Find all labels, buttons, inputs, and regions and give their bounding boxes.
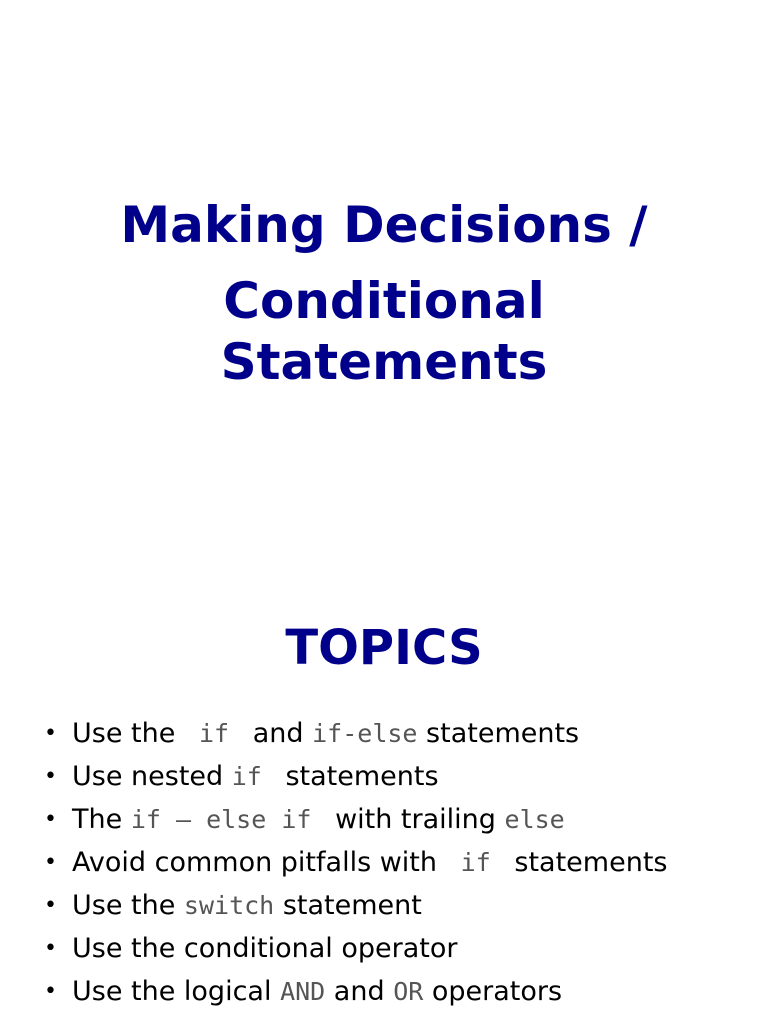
topic-text: with trailing	[326, 804, 505, 835]
topic-text: Avoid common pitfalls with	[72, 847, 446, 878]
topic-text: statements	[417, 718, 580, 749]
topic-text: statement	[274, 890, 422, 921]
slide-title-line-3: Statements	[220, 333, 548, 391]
code-keyword: if	[445, 848, 506, 877]
topic-item	[44, 884, 667, 927]
topic-item	[44, 927, 667, 970]
bullet-icon: •	[44, 764, 57, 789]
topic-text: The	[72, 804, 131, 835]
topic-item	[44, 970, 667, 1013]
topic-text: Use nested	[72, 761, 232, 792]
topic-text: and	[244, 718, 313, 749]
topic-text: statements	[505, 847, 668, 878]
bullet-icon: •	[44, 979, 57, 1004]
topic-item	[44, 712, 667, 755]
topic-item	[44, 755, 667, 798]
topic-item	[44, 841, 667, 884]
code-keyword: AND	[280, 977, 326, 1006]
slide-title-line-1: Making Decisions /	[120, 196, 648, 254]
bullet-icon: •	[44, 807, 57, 832]
topic-item	[44, 798, 667, 841]
topic-text: and	[325, 976, 394, 1007]
bullet-icon: •	[44, 936, 57, 961]
topic-text: statements	[276, 761, 439, 792]
code-keyword: switch	[183, 891, 275, 920]
bullet-icon: •	[44, 850, 57, 875]
code-keyword: if	[183, 719, 245, 748]
code-keyword: else	[504, 805, 565, 834]
topics-list	[44, 712, 667, 1013]
bullet-icon: •	[44, 893, 57, 918]
topic-text: operators	[423, 976, 563, 1007]
code-keyword: if	[231, 762, 277, 791]
topic-text: Use the logical	[72, 976, 281, 1007]
topic-text: Use the	[72, 890, 184, 921]
code-keyword: if-else	[312, 719, 418, 748]
slide-title-line-2: Conditional	[223, 272, 545, 330]
code-keyword: OR	[393, 977, 424, 1006]
code-keyword: if – else if	[130, 805, 327, 834]
topic-text: Use the conditional operator	[72, 933, 458, 964]
topic-text: Use the	[72, 718, 184, 749]
bullet-icon: •	[44, 721, 57, 746]
topics-heading: TOPICS	[285, 620, 483, 676]
